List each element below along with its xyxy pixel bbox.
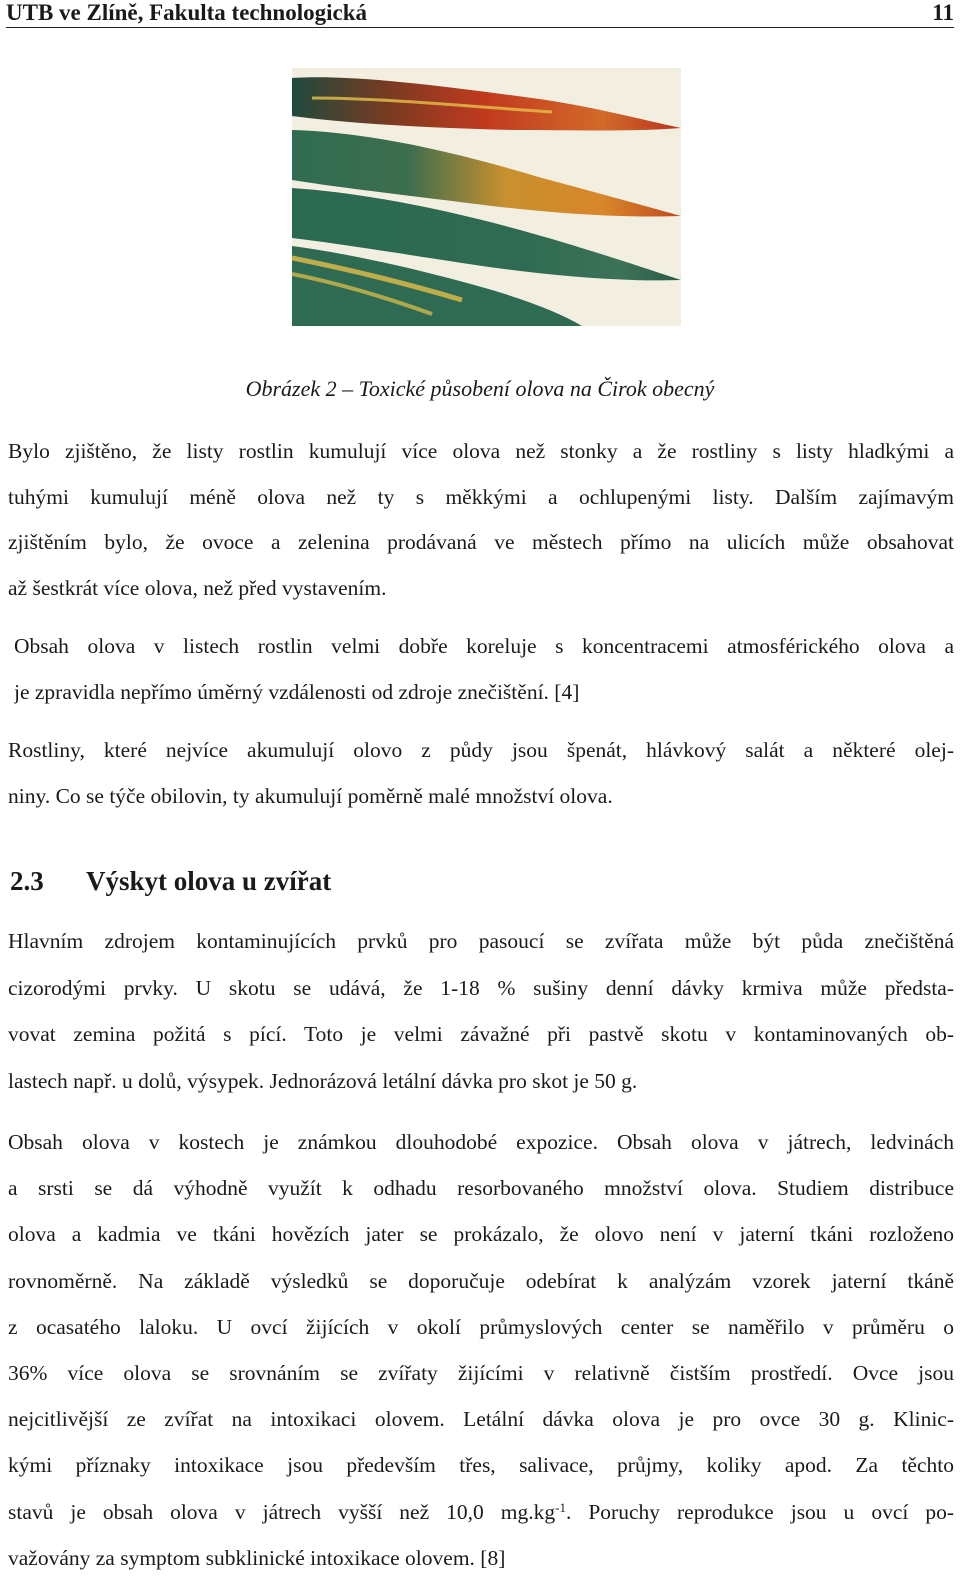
text-line: cizorodými prvky. U skotu se udává, že 1-18 % sušiny denní dávky krmiva může předsta- [8, 975, 954, 1000]
figure-leaf-photo [292, 68, 681, 326]
text-line: je zpravidla nepřímo úměrný vzdálenosti od zdroje znečištění. [4] [14, 679, 580, 704]
text-line: Obsah olova v listech rostlin velmi dobře koreluje s koncentracemi atmosférického olova a [14, 634, 954, 658]
text-fragment: stavů je obsah olova v játrech vyšší než 10,0 mg.kg [8, 1499, 556, 1524]
paragraph-lead-in-bones-liver [8, 1119, 954, 1581]
header-institution: UTB ve Zlíně, Fakulta technologická [6, 0, 367, 25]
text-line: Rostliny, které nejvíce akumulují olovo z půdy jsou špenát, hlávkový salát a některé olej- [8, 738, 954, 762]
text-line: Hlavním zdrojem kontaminujících prvků pro pasoucí se zvířata může být půda znečištěná [8, 929, 954, 953]
text-line: olova a kadmia ve tkáni hovězích jater se prokázalo, že olovo není v jaterní tkáni rozloženo [8, 1222, 954, 1247]
text-line: vovat zemina požitá s pící. Toto je velmi závažné při pastvě skotu v kontaminovaných ob- [8, 1022, 954, 1046]
page-header [6, 0, 954, 28]
text-line-with-superscript [8, 1489, 954, 1535]
text-line: rovnoměrně. Na základě výsledků se doporučuje odebírat k analýzám vzorek jaterní tkáně [8, 1268, 954, 1293]
paragraph-plants-leaves [8, 429, 954, 611]
paragraph-accumulating-plants [8, 728, 954, 819]
text-line: Obsah olova v kostech je známkou dlouhodobé expozice. Obsah olova v játrech, ledvinách [8, 1130, 954, 1154]
text-line: 36% více olova se srovnáním se zvířaty žijícími v relativně čistším prostředí. Ovce jsou [8, 1361, 954, 1386]
text-line: tuhými kumulují méně olova než ty s měkkými a ochlupenými listy. Dalším zajímavým [8, 484, 954, 509]
paragraph-grazing-animals [8, 918, 954, 1104]
text-line: lastech např. u dolů, výsypek. Jednorázová letální dávka pro skot je 50 g. [8, 1068, 638, 1093]
section-number: 2.3 [10, 866, 44, 896]
superscript-exponent: -1 [555, 1499, 566, 1515]
text-line: nejcitlivější ze zvířat na intoxikaci olovem. Letální dávka olova je pro ovce 30 g. Klinic- [8, 1407, 954, 1432]
header-page-number: 11 [932, 0, 954, 25]
text-line: važovány za symptom subklinické intoxikace olovem. [8] [8, 1545, 506, 1570]
text-line: z ocasatého laloku. U ovcí žijících v okolí průmyslových center se naměřilo v průměru o [8, 1314, 954, 1339]
figure-caption: Obrázek 2 – Toxické působení olova na Čirok obecný [245, 376, 715, 401]
text-line: zjištěním bylo, že ovoce a zelenina prodávaná ve městech přímo na ulicích může obsahovat [8, 530, 954, 554]
text-line: až šestkrát více olova, než před vystavením. [8, 575, 387, 600]
text-fragment: . Poruchy reprodukce jsou u ovcí po- [565, 1499, 954, 1524]
section-heading [10, 861, 331, 901]
text-line: niny. Co se týče obilovin, ty akumulují poměrně malé množství olova. [8, 783, 613, 808]
text-line: a srsti se dá výhodně využít k odhadu resorbovaného množství olova. Studiem distribuce [8, 1176, 954, 1201]
text-line: Bylo zjištěno, že listy rostlin kumulují více olova než stonky a že rostliny s listy hladkými a [8, 439, 954, 463]
paragraph-leaf-lead-correlation [14, 624, 954, 715]
section-title: Výskyt olova u zvířat [86, 866, 332, 896]
text-line: kými příznaky intoxikace jsou především třes, salivace, průjmy, koliky apod. Za těchto [8, 1453, 954, 1478]
sorghum-leaves-illustration [292, 68, 681, 326]
